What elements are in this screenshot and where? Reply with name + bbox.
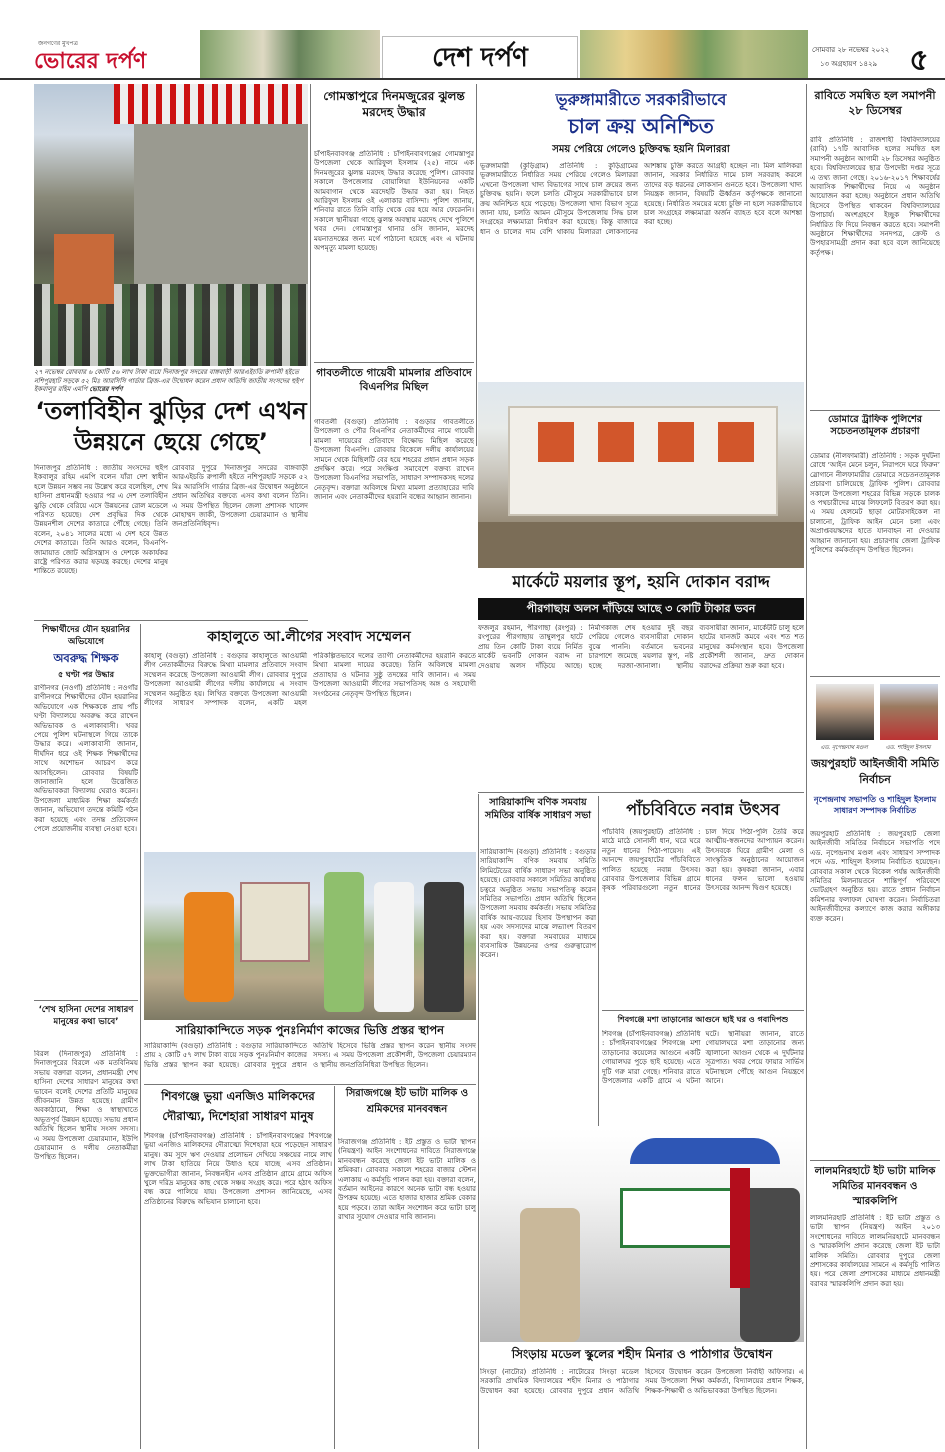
sheikh-hasina-body: বিরল (দিনাজপুর) প্রতিনিধি : দিনাজপুরের বিরলে এক মতবিনিময় সভায় বক্তারা বলেন, প্রধানমন্ত্রী শেখ হাসিনা দেশের সাধারণ মানুষের কথা ভাবেন বলেই দেশের প্রতিটি মানুষের জীবনমান উন্নত হয়েছে। গ্রামীণ অবকাঠামো, শিক্ষা ও স্বাস্থ্যখাতে অভূতপূর্ব উন্নয়ন হয়েছে। সভায় প্রধান অতিথি ছিলেন স্থানীয় সংসদ সদস্য। এ সময় উপজেলা চেয়ারম্যান, ইউপি চেয়ারম্যান ও দলীয় নেতাকর্মীরা উপস্থিত ছিলেন। bbox=[34, 1050, 138, 1162]
person1-name: এড. নৃপেন্দ্রনাথ মণ্ডল bbox=[820, 745, 868, 751]
bridge-inauguration-photo bbox=[34, 84, 308, 366]
pachbibi-headline[interactable]: পাঁচবিবিতে নবান্ন উৎসব bbox=[626, 800, 780, 819]
column-rule bbox=[478, 794, 479, 1449]
section-rule bbox=[144, 1084, 476, 1085]
column-rule bbox=[310, 84, 311, 446]
masthead bbox=[0, 0, 945, 80]
market-body: ফজলুর রহমান, পীরগাছা (রংপুর) : রংপুরের পীরগাছায় তাম্বুলপুর হাটে প্রায় তিন কোটি টাকা ব্যয়ে নির্মিত মার্কেট ভবনটি দোকান বরাদ্দ না দেওয়ায় অলস দাঁড়িয়ে আছে। নির্মাণকাজ শেষ হওয়ার দুই বছর পেরিয়ে গেলেও ব্যবসায়ীরা দোকান বুঝে পাননি। বর্তমানে ভবনের চারপাশে জমেছে ময়লার স্তূপ, নষ্ট হচ্ছে দরজা-জানালা। স্থানীয় ব্যবসায়ীরা জানান, মার্কেটটি চালু হলে হাটের যানজট কমবে এবং শত শত মানুষের কর্মসংস্থান হবে। উপজেলা প্রকৌশলী জানান, দ্রুত দোকান বরাদ্দের প্রক্রিয়া শুরু করা হবে। bbox=[478, 624, 804, 670]
main-photo-caption-text: ২৭ নভেম্বর রোববার ৬ কোটি ৫৬ লাখ টাকা ব্যয়ে দিনাজপুর সদরের বাঙ্গবাড়ী আরএইচডি রুপালী হইতে নশিপুরহাট সড়কে ৫২ মিঃ আরসিসি গার্ডার ব্রিজ-এর উদ্বোধন করেন প্রধান অতিথি জাতীয় সংসদের হুইপ ইকবালুর রহিম এমপি bbox=[34, 368, 304, 393]
market-headline[interactable]: মার্কেটে ময়লার স্তূপ, হয়নি দোকান বরাদ্দ bbox=[478, 568, 804, 598]
date-line-2: ১৩ অগ্রহায়ণ ১৪২৯ bbox=[820, 60, 878, 68]
section-rule bbox=[478, 792, 804, 793]
shikkhardider-headline-main[interactable]: অবরুদ্ধ শিক্ষক bbox=[53, 651, 119, 665]
singra-caption[interactable]: সিংড়ায় মডেল স্কুলের শহীদ মিনার ও পাঠাগার উদ্বোধন bbox=[511, 1347, 773, 1361]
sariakandi-road-caption[interactable]: সারিয়াকান্দিতে সড়ক পুনঃনির্মাণ কাজের ভিত্তি প্রস্তর স্থাপন bbox=[175, 1023, 445, 1037]
shikkhardider-headline-small[interactable]: শিক্ষার্থীদের যৌন হয়রানির অভিযোগে bbox=[42, 625, 130, 647]
masthead-logo[interactable]: ভোরের দর্পণ bbox=[34, 49, 147, 74]
column-rule bbox=[140, 624, 141, 1449]
column-rule bbox=[334, 1086, 335, 1449]
date-line-1: সোমবার ২৮ নভেম্বর ২০২২ bbox=[812, 46, 890, 54]
bhurungamari-headline-top[interactable]: ভূরুঙ্গামারীতে সরকারীভাবে bbox=[555, 90, 727, 109]
kahalu-headline[interactable]: কাহালুতে আ.লীগের সংবাদ সম্মেলন bbox=[207, 629, 411, 645]
singra-body: সিংড়া (নাটোর) প্রতিনিধি : নাটোরের সিংড়া মডেল সরকারি প্রাথমিক বিদ্যালয়ের শহীদ মিনার ও পাঠাগার উদ্বোধন করা হয়েছে। রোববার দুপুরে প্রধান অতিথি হিসেবে উদ্বোধন করেন উপজেলা নির্বাহী অফিসার। এ সময় উপজেলা শিক্ষা কর্মকর্তা, বিদ্যালয়ের প্রধান শিক্ষক, শিক্ষক-শিক্ষার্থী ও অভিভাবকরা উপস্থিত ছিলেন। bbox=[480, 1368, 804, 1395]
sariakandi-road-photo bbox=[144, 852, 476, 1020]
market-building-photo bbox=[478, 382, 804, 568]
masthead-photo-strip-right bbox=[580, 30, 808, 80]
gomostapur-body: চাঁপাইনবাবগঞ্জ প্রতিনিধি : চাঁপাইনবাবগঞ্জের গোমস্তাপুর উপজেলা থেকে আরিফুল ইসলাম (২৫) নামে এক দিনমজুরের ঝুলন্ত মরদেহ উদ্ধার করেছে পুলিশ। রোববার সকালে উপজেলার বোয়ালিয়া ইউনিয়নের একটি আমবাগান থেকে মরদেহটি উদ্ধার করা হয়। নিহত আরিফুল ইসলাম ওই এলাকার বাসিন্দা। পুলিশ জানায়, শনিবার রাতে তিনি বাড়ি থেকে বের হয়ে আর ফেরেননি। সকালে স্থানীয়রা গাছে ঝুলন্ত অবস্থায় মরদেহ দেখে পুলিশে খবর দেন। গোমস্তাপুর থানার ওসি জানান, মরদেহ ময়নাতদন্তের জন্য মর্গে পাঠানো হয়েছে এবং এ ঘটনায় অপমৃত্যু মামলা হয়েছে। bbox=[314, 150, 474, 253]
sirajganj-body: সিরাজগঞ্জ প্রতিনিধি : ইট প্রস্তুত ও ভাটা স্থাপন (নিয়ন্ত্রণ) আইন সংশোধনের দাবিতে সিরাজগঞ্জে মানববন্ধন করেছে জেলা ইট ভাটা মালিক ও শ্রমিকরা। রোববার সকালে শহরের বাজার স্টেশন এলাকায় এ কর্মসূচি পালন করা হয়। বক্তারা বলেন, বর্তমান আইনের কারণে অনেক ভাটা বন্ধ হওয়ার উপক্রম হয়েছে। এতে হাজার হাজার শ্রমিক বেকার হয়ে পড়বে। তারা আইন সংশোধন করে ভাটা চালু রাখার সুযোগ দেওয়ার দাবি জানান। bbox=[338, 1138, 476, 1222]
shibganj-fire-body: শিবগঞ্জ (চাঁপাইনবাবগঞ্জ) প্রতিনিধি : চাঁপাইনবাবগঞ্জের শিবগঞ্জে মশা তাড়ানোর কয়েলের আগুনে একটি গোয়ালঘর পুড়ে ছাই হয়েছে। এতে দুটি গরু মারা গেছে। শনিবার রাতে উপজেলার একটি গ্রামে এ ঘটনা ঘটে। স্থানীয়রা জানান, রাতে গোয়ালঘরে মশা তাড়ানোর জন্য জ্বালানো আগুন থেকে এ দুর্ঘটনার সূত্রপাত। খবর পেয়ে ফায়ার সার্ভিস ঘটনাস্থলে পৌঁছে আগুন নিয়ন্ত্রণে আনে। bbox=[602, 1030, 804, 1086]
sariakandi-road-body: সারিয়াকান্দি (বগুড়া) প্রতিনিধি : বগুড়ার সারিয়াকান্দিতে প্রায় ২ কোটি ৫৭ লাখ টাকা ব্যয়ে সড়ক পুনঃনির্মাণ কাজের ভিত্তি প্রস্তর স্থাপন করা হয়েছে। রোববার দুপুরে প্রধান অতিথি হিসেবে ভিত্তি প্রস্তর স্থাপন করেন স্থানীয় সংসদ সদস্য। এ সময় উপজেলা প্রকৌশলী, উপজেলা চেয়ারম্যান ও স্থানীয় জনপ্রতিনিধিরা উপস্থিত ছিলেন। bbox=[144, 1042, 476, 1069]
main-article-body bbox=[34, 464, 168, 616]
column-rule bbox=[476, 84, 477, 446]
sirajganj-headline[interactable]: সিরাজগঞ্জে ইট ভাটা মালিক ও শ্রমিকদের মানববন্ধন bbox=[345, 1088, 469, 1115]
kahalu-body: কাহালু (বগুড়া) প্রতিনিধি : বগুড়ার কাহালুতে আওয়ামী লীগ নেতাকর্মীদের বিরুদ্ধে মিথ্যা মামলার প্রতিবাদে সংবাদ সম্মেলন করেছে উপজেলা আওয়ামী লীগ। রোববার দুপুরে উপজেলা আওয়ামী লীগের দলীয় কার্যালয়ে এ সংবাদ সম্মেলন অনুষ্ঠিত হয়। লিখিত বক্তব্যে উপজেলা আওয়ামী লীগের সাধারণ সম্পাদক বলেন, একটি মহল পরিকল্পিতভাবে দলের ত্যাগী নেতাকর্মীদের হয়রানি করতে মিথ্যা মামলা দায়ের করেছে। তিনি অবিলম্বে মামলা প্রত্যাহার ও ঘটনার সুষ্ঠু তদন্তের দাবি জানান। এ সময় উপজেলা আওয়ামী লীগের সভাপতিসহ অঙ্গ ও সহযোগী সংগঠনের নেতৃবৃন্দ উপস্থিত ছিলেন। bbox=[144, 652, 476, 708]
section-rule bbox=[810, 410, 940, 411]
section-rule bbox=[34, 620, 308, 621]
pachbibi-body: পাঁচবিবি (জয়পুরহাট) প্রতিনিধি : মাঠে মাঠে সোনালী ধান, ঘরে ঘরে নতুন ধানের পিঠা-পায়েস। এই আনন্দে জয়পুরহাটের পাঁচবিবিতে পালিত হয়েছে নবান্ন উৎসব। রোববার উপজেলার বিভিন্ন গ্রামে কৃষক পরিবারগুলো নতুন ধানের চাল দিয়ে পিঠা-পুলি তৈরি করে আত্মীয়-স্বজনদের আপ্যায়ন করেন। উৎসবকে ঘিরে গ্রামীণ মেলা ও সাংস্কৃতিক অনুষ্ঠানের আয়োজন করা হয়। কৃষকরা জানান, এবার ধানের ফলন ভালো হওয়ায় উৎসবের আনন্দ দ্বিগুণ হয়েছে। bbox=[602, 828, 804, 893]
shikkhardider-subhead: ৫ ঘণ্টা পর উদ্ধার bbox=[57, 670, 115, 679]
main-photo-caption bbox=[34, 368, 308, 394]
rabi-headline[interactable]: রাবিতে সমন্বিত হল সমাপনী ২৮ ডিসেম্বর bbox=[814, 89, 936, 117]
domar-body: ডোমার (নীলফামারী) প্রতিনিধি : সড়ক দুর্ঘটনা রোধে ‘আইন মেনে চলুন, নিরাপদে ঘরে ফিরুন’ স্লোগানে নীলফামারীর ডোমারে সচেতনতামূলক প্রচারণা চালিয়েছে ট্রাফিক পুলিশ। রোববার সকালে উপজেলা শহরের বিভিন্ন সড়কে চালক ও পথচারীদের মাঝে লিফলেট বিতরণ করা হয়। এ সময় হেলমেট ছাড়া মোটরসাইকেল না চালানো, ট্রাফিক আইন মেনে চলা এবং অপ্রাপ্তবয়স্কদের হাতে যানবাহন না দেওয়ার আহ্বান জানানো হয়। প্রচারণায় জেলা ট্রাফিক পুলিশের কর্মকর্তাবৃন্দ উপস্থিত ছিলেন। bbox=[810, 452, 940, 555]
person2-name: এড. শাহিদুল ইসলাম bbox=[885, 745, 931, 751]
bhurungamari-headline-main[interactable]: চাল ক্রয় অনিশ্চিত bbox=[568, 114, 714, 138]
jaipurhat-subhead: নৃপেন্দ্রনাথ সভাপতি ও শাহিদুল ইসলাম সাধারণ সম্পাদক নির্বাচিত bbox=[813, 795, 937, 815]
jaipurhat-headline[interactable]: জয়পুরহাট আইনজীবী সমিতি নির্বাচন bbox=[811, 757, 939, 786]
column-rule bbox=[598, 796, 599, 1126]
singra-inauguration-photo bbox=[480, 1128, 804, 1342]
shikkhardider-body: রাণীনগর (নওগাঁ) প্রতিনিধি : নওগাঁর রাণীনগরে শিক্ষার্থীদের যৌন হয়রানির অভিযোগে এক শিক্ষককে প্রায় পাঁচ ঘণ্টা বিদ্যালয়ে অবরুদ্ধ করে রাখেন অভিভাবক ও এলাকাবাসী। খবর পেয়ে পুলিশ ঘটনাস্থলে গিয়ে তাকে উদ্ধার করে। এলাকাবাসী জানান, দীর্ঘদিন ধরে ওই শিক্ষক শিক্ষার্থীদের সাথে অশোভন আচরণ করে আসছিলেন। রোববার বিষয়টি জানাজানি হলে উত্তেজিত অভিভাবকরা বিদ্যালয় ঘেরাও করেন। উপজেলা মাধ্যমিক শিক্ষা কর্মকর্তা জানান, অভিযোগ তদন্তে কমিটি গঠন করা হয়েছে এবং তদন্ত প্রতিবেদন পেলে প্রয়োজনীয় ব্যবস্থা নেওয়া হবে। bbox=[34, 684, 138, 834]
bhurungamari-subhead: সময় পেরিয়ে গেলেও চুক্তিবদ্ধ হয়নি মিলাররা bbox=[552, 144, 730, 155]
masthead-photo-strip-left bbox=[200, 30, 380, 80]
gabtoli-body: গাবতলী (বগুড়া) প্রতিনিধি : বগুড়ার গাবতলীতে উপজেলা ও পৌর বিএনপির নেতাকর্মীদের নামে গায়েবী মামলা দায়েরের প্রতিবাদে বিক্ষোভ মিছিল করেছে উপজেলা বিএনপি। রোববার বিকেলে দলীয় কার্যালয়ের সামনে থেকে মিছিলটি বের হয়ে শহরের প্রধান প্রধান সড়ক প্রদক্ষিণ করে। পরে সংক্ষিপ্ত সমাবেশে বক্তব্য রাখেন উপজেলা বিএনপির সভাপতি, সাধারণ সম্পাদকসহ দলের নেতৃবৃন্দ। বক্তারা অবিলম্বে মিথ্যা মামলা প্রত্যাহারের দাবি জানান এবং নেতাকর্মীদের হয়রানি বন্ধের আহ্বান জানান। bbox=[314, 418, 474, 502]
column-rule bbox=[806, 84, 807, 1449]
bhurungamari-body: ভূরুঙ্গামারী (কুড়িগ্রাম) প্রতিনিধি : কুড়িগ্রামের ভূরুঙ্গামারীতে নির্ধারিত সময় পেরিয়ে গেলেও মিলাররা এখনো উপজেলা খাদ্য বিভাগের সাথে চাল ক্রয়ের জন্য চুক্তিবদ্ধ হয়নি। ফলে চলতি মৌসুমে সরকারীভাবে চাল ক্রয় অনিশ্চিত হয়ে পড়েছে। উপজেলা খাদ্য বিভাগ সূত্রে জানা যায়, চলতি আমন মৌসুমে উপজেলায় সিদ্ধ চাল সংগ্রহের লক্ষ্যমাত্রা নির্ধারণ করা হয়েছে। কিন্তু বাজারে ধান ও চালের দাম বেশি থাকায় মিলাররা লোকসানের আশঙ্কায় চুক্তি করতে আগ্রহী হচ্ছেন না। মিল মালিকরা জানান, সরকার নির্ধারিত দামে চাল সরবরাহ করলে তাদের বড় ধরনের লোকসান গুনতে হবে। উপজেলা খাদ্য নিয়ন্ত্রক জানান, বিষয়টি ঊর্ধ্বতন কর্তৃপক্ষকে জানানো হয়েছে। নির্ধারিত সময়ের মধ্যে চুক্তি না হলে সরকারীভাবে চাল সংগ্রহের লক্ষ্যমাত্রা অর্জন ব্যাহত হবে বলে আশঙ্কা করা হচ্ছে। bbox=[480, 162, 802, 236]
shibganj-ngo-body: শিবগঞ্জ (চাঁপাইনবাবগঞ্জ) প্রতিনিধি : চাঁপাইনবাবগঞ্জের শিবগঞ্জে ভুয়া এনজিও মালিকদের দৌরাত্ম্যে দিশেহারা হয়ে পড়েছেন সাধারণ মানুষ। কম সুদে ঋণ দেওয়ার প্রলোভন দেখিয়ে সঞ্চয়ের নামে লাখ লাখ টাকা হাতিয়ে নিয়ে উধাও হয়ে যাচ্ছে এসব প্রতিষ্ঠান। ভুক্তভোগীরা জানান, নিবন্ধনহীন এসব প্রতিষ্ঠান গ্রামে গ্রামে অফিস খুলে দরিদ্র মানুষের কাছ থেকে সঞ্চয় সংগ্রহ করে। পরে হঠাৎ অফিস বন্ধ করে পালিয়ে যায়। উপজেলা প্রশাসন জানিয়েছে, এসব প্রতিষ্ঠানের বিরুদ্ধে অভিযান চালানো হবে। bbox=[144, 1132, 332, 1206]
page-number: ৫ bbox=[909, 43, 929, 76]
domar-headline[interactable]: ডোমারে ট্রাফিক পুলিশের সচেতনতামূলক প্রচারণা bbox=[827, 414, 922, 437]
sheikh-hasina-headline[interactable]: ‘শেখ হাসিনা দেশের সাধারণ মানুষের কথা ভাবে’ bbox=[38, 1005, 134, 1027]
rabi-body: রাবি প্রতিনিধি : রাজশাহী বিশ্ববিদ্যালয়ের (রাবি) ১৭টি আবাসিক হলের সমন্বিত হল সমাপনী অনুষ্ঠান আগামী ২৮ ডিসেম্বর অনুষ্ঠিত হবে। বিশ্ববিদ্যালয়ের ছাত্র উপদেষ্টা দপ্তর সূত্রে এ তথ্য জানা গেছে। ২০১৬-২০১৭ শিক্ষাবর্ষের আবাসিক শিক্ষার্থীদের নিয়ে এ অনুষ্ঠান আয়োজন করা হচ্ছে। অনুষ্ঠানে প্রধান অতিথি হিসেবে উপস্থিত থাকবেন বিশ্ববিদ্যালয়ের উপাচার্য। অংশগ্রহণে ইচ্ছুক শিক্ষার্থীদের নির্ধারিত ফি দিয়ে নিবন্ধন করতে হবে। সমাপনী অনুষ্ঠানে শিক্ষার্থীদের সনদপত্র, ক্রেস্ট ও উপহারসামগ্রী প্রদান করা হবে বলে জানিয়েছে কর্তৃপক্ষ। bbox=[810, 136, 940, 257]
section-title-box bbox=[382, 36, 578, 80]
section-rule bbox=[314, 362, 474, 363]
shibganj-ngo-headline[interactable]: শিবগঞ্জে ভুয়া এনজিও মালিকদের দৌরাত্ম্য, দিশেহারা সাধারণ মানুষ bbox=[161, 1089, 315, 1123]
market-subhead: পীরগাছায় অলস দাঁড়িয়ে আছে ৩ কোটি টাকার ভবন bbox=[478, 598, 804, 620]
gabtoli-headline[interactable]: গাবতলীতে গায়েবী মামলার প্রতিবাদে বিএনপির মিছিল bbox=[316, 367, 472, 393]
section-rule bbox=[34, 1000, 138, 1001]
lalmonirhat-headline[interactable]: লালমনিরহাটে ইট ভাটা মালিক সমিতির মানববন্ধন ও স্মারকলিপি bbox=[814, 1166, 936, 1207]
main-article-text-2: রোববার দুপুরে দিনাজপুর সদরের বাঙ্গবাড়ী আরএইচডি রুপালী হইতে নশিপুরহাট সড়কে ৫২ মিঃ আরসিসি গার্ডার ব্রিজ-এর উদ্বোধন অনুষ্ঠানে প্রধান অতিথির বক্তব্যে এসব কথা বলেন তিনি। এ সময় উপস্থিত ছিলেন জেলা প্রশাসক খালেদ মোহাম্মদ জাকী, উপজেলা চেয়ারম্যান ও স্থানীয় জনপ্রতিনিধিবৃন্দ। bbox=[172, 464, 308, 529]
lalmonirhat-body: লালমনিরহাট প্রতিনিধি : ইট ভাটা প্রস্তুত ও ভাটা স্থাপন (নিয়ন্ত্রণ) আইন ২০১৩ সংশোধনের দাবিতে লালমনিরহাটে মানববন্ধন ও স্মারকলিপি প্রদান করেছে জেলা ইট ভাটা মালিক সমিতি। রোববার দুপুরে জেলা প্রশাসকের কার্যালয়ের সামনে এ কর্মসূচি পালিত হয়। পরে জেলা প্রশাসকের মাধ্যমে প্রধানমন্ত্রী বরাবর স্মারকলিপি প্রদান করা হয়। bbox=[810, 1214, 940, 1288]
section-title: দেশ দর্পণ bbox=[432, 43, 528, 73]
section-rule bbox=[810, 1160, 940, 1161]
shibganj-fire-headline[interactable]: শিবগঞ্জে মশা তাড়ানোর আগুনে ছাই ঘর ও গবাদিপশু bbox=[617, 1015, 789, 1024]
gomostapur-headline[interactable]: গোমস্তাপুরে দিনমজুরের ঝুলন্ত মরদেহ উদ্ধার bbox=[323, 89, 465, 119]
main-article-text: দিনাজপুর প্রতিনিধি : জাতীয় সংসদের হুইপ ইকবালুর রহিম এমপি বলেন যাঁরা দেশ স্বাধীন হলে উন্নয়ন সম্ভব নয় উল্লেখ করে বলেছিল, শেখ হাসিনা প্রধানমন্ত্রী হওয়ার পর এ দেশ তলাবিহীন ঝুড়ি থেকে বেরিয়ে এসে উন্নয়নের রোল মডেলে পরিণত হয়েছে। দেশ প্রবৃদ্ধির দিক থেকে উন্নয়নশীল দেশের কাতারে পৌঁছে গেছে। তিনি বলেন, ২০৪১ সালের মধ্যে এ দেশ হবে উন্নত দেশের কাতারে। তিনি আরও বলেন, বিএনপি-জামায়াত জোট অগ্নিসন্ত্রাস ও দেশকে অকার্যকর রাষ্ট্রে পরিণত করার ষড়যন্ত্র করছে। দেশের মানুষ শান্তিতে রয়েছে। bbox=[34, 464, 168, 576]
sariakandi-samity-body: সারিয়াকান্দি (বগুড়া) প্রতিনিধি : বগুড়ার সারিয়াকান্দি বণিক সমবায় সমিতি লিমিটেডের বার্ষিক সাধারণ সভা অনুষ্ঠিত হয়েছে। রোববার সকালে সমিতির কার্যালয় চত্বরে অনুষ্ঠিত সভায় সভাপতিত্ব করেন সমিতির সভাপতি। প্রধান অতিথি ছিলেন উপজেলা সমবায় কর্মকর্তা। সভায় সমিতির বার্ষিক আয়-ব্যয়ের হিসাব উপস্থাপন করা হয় এবং সদস্যদের মাঝে লভ্যাংশ বিতরণ করা হয়। বক্তারা সমবায়ের মাধ্যমে ব্যবসায়িক উন্নয়নের ওপর গুরুত্বারোপ করেন। bbox=[480, 848, 596, 960]
jaipurhat-body: জয়পুরহাট প্রতিনিধি : জয়পুরহাট জেলা আইনজীবী সমিতির নির্বাচনে সভাপতি পদে এড. নৃপেন্দ্রনাথ মণ্ডল এবং সাধারণ সম্পাদক পদে এড. শাহিদুল ইসলাম নির্বাচিত হয়েছেন। রোববার সকাল থেকে বিকেল পর্যন্ত আইনজীবী সমিতির মিলনায়তনে শান্তিপূর্ণ পরিবেশে ভোটগ্রহণ অনুষ্ঠিত হয়। রাতে প্রধান নির্বাচন কমিশনার ফলাফল ঘোষণা করেন। নির্বাচিতরা আইনজীবীদের কল্যাণে কাজ করার অঙ্গীকার ব্যক্ত করেন। bbox=[810, 830, 940, 923]
sariakandi-samity-headline[interactable]: সারিয়াকান্দি বণিক সমবায় সমিতির বার্ষিক সাধারণ সভা bbox=[484, 797, 592, 821]
person1-portrait bbox=[816, 684, 874, 740]
masthead-logo-small: জনগণের মুখপত্র bbox=[38, 40, 78, 47]
section-rule bbox=[602, 1010, 804, 1011]
section-rule bbox=[810, 676, 940, 677]
main-article-body-2 bbox=[172, 464, 308, 616]
main-headline[interactable]: ‘তলাবিহীন ঝুড়ির দেশ এখন উন্নয়নে ছেয়ে গেছে’ bbox=[35, 397, 307, 456]
person2-portrait bbox=[880, 684, 938, 740]
caption-credit: ভোরের দর্পণ bbox=[89, 385, 123, 393]
